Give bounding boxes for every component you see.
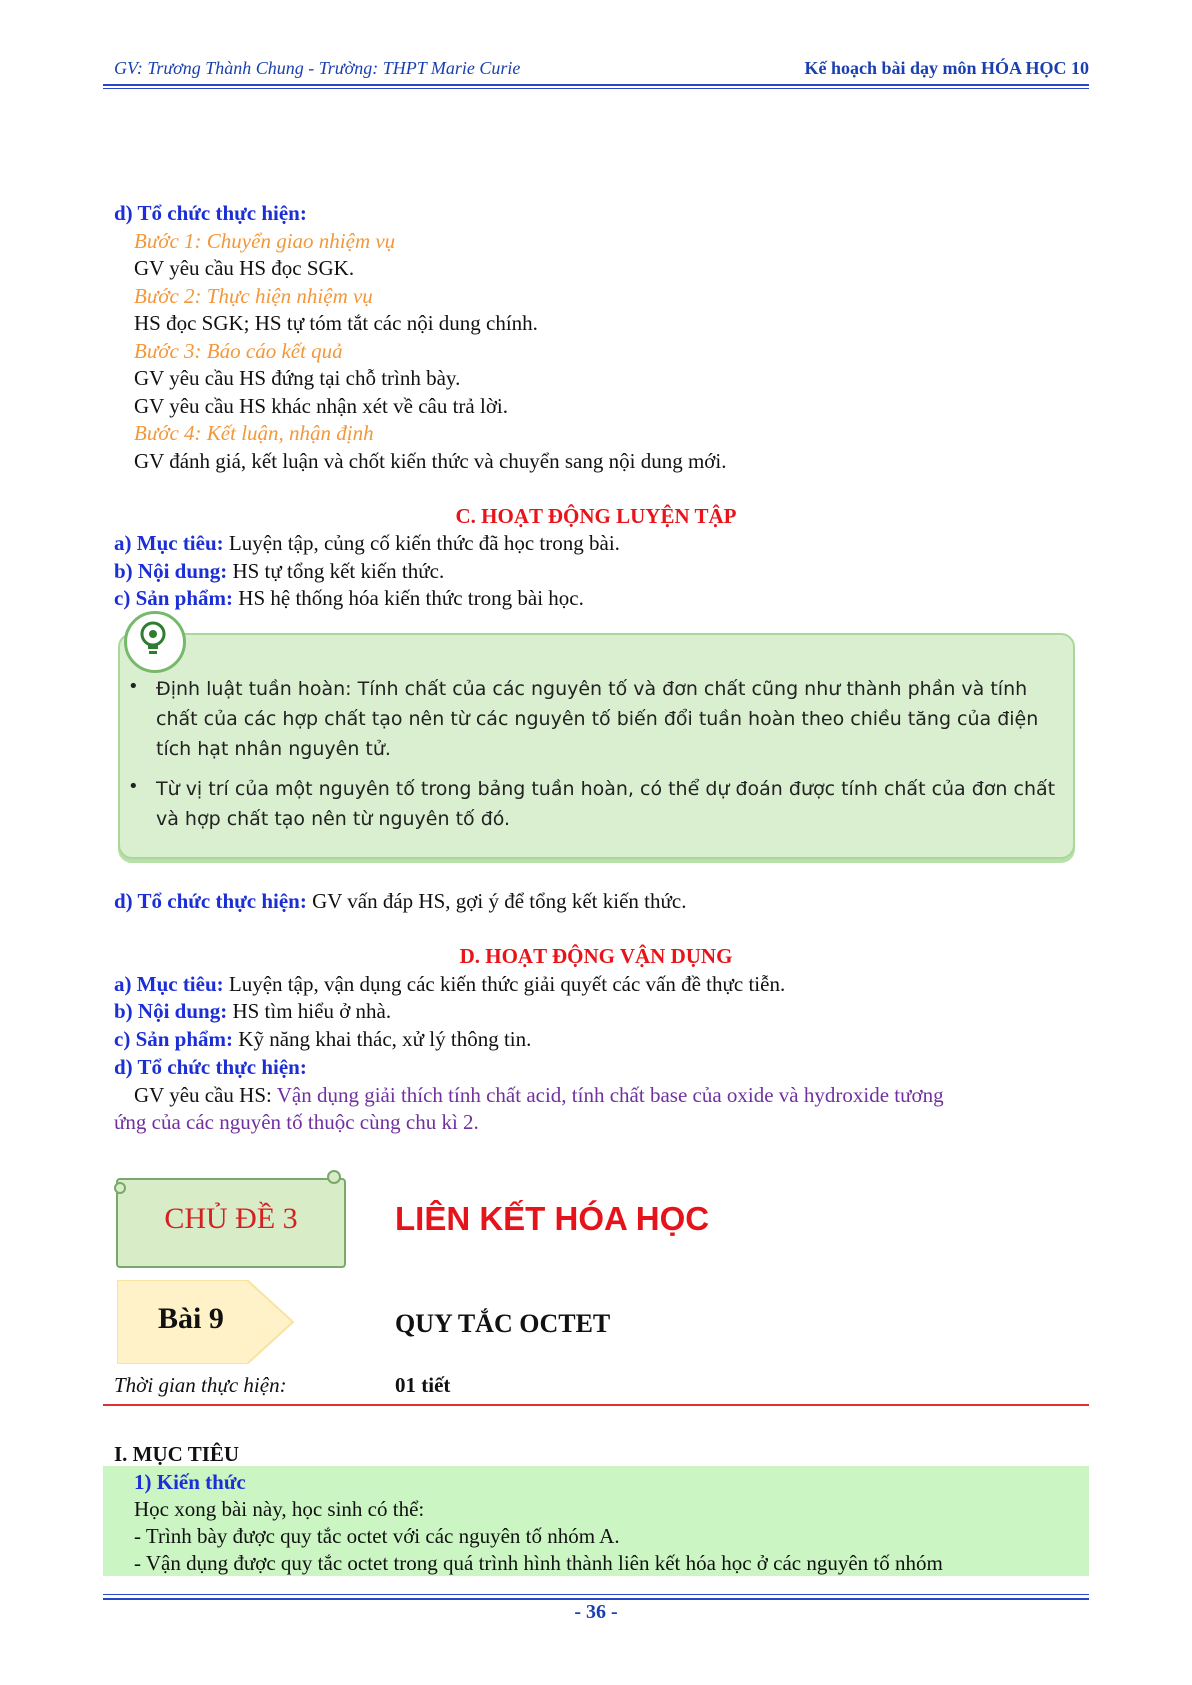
section-c-content [114, 557, 444, 585]
header-rule-thin [103, 88, 1089, 89]
bullet-icon: • [128, 676, 139, 697]
product-text: HS hệ thống hóa kiến thức trong bài học. [233, 586, 584, 610]
content-label: b) Nội dung: [114, 559, 228, 583]
time-value: 01 tiết [395, 1373, 451, 1397]
objective-line-3: - Vận dụng được quy tắc octet trong quá trình hình thành liên kết hóa học ở các nguyên tố nhóm [134, 1551, 943, 1575]
header-rule [103, 84, 1089, 86]
objective-line-2: - Trình bày được quy tắc octet với các nguyên tố nhóm A. [134, 1524, 620, 1548]
section-c-org [114, 887, 686, 915]
step-2-text: HS đọc SGK; HS tự tóm tắt các nội dung chính. [134, 311, 538, 335]
lightbulb-icon [124, 611, 186, 673]
lesson-label: Bài 9 [158, 1302, 224, 1335]
product-text: Kỹ năng khai thác, xử lý thông tin. [233, 1027, 532, 1051]
section-d-goal [114, 970, 785, 998]
footer-rule [103, 1598, 1089, 1600]
step-1-title: Bước 1: Chuyển giao nhiệm vụ [134, 229, 396, 253]
org-label: d) Tổ chức thực hiện: [114, 201, 307, 225]
section-d-task-line-2: ứng của các nguyên tố thuộc cùng chu kì 2. [114, 1110, 479, 1134]
section-c-title: C. HOẠT ĐỘNG LUYỆN TẬP [455, 504, 737, 528]
step-3-text-2: GV yêu cầu HS khác nhận xét về câu trả lời. [134, 394, 509, 418]
section-c-goal [114, 529, 620, 557]
content-label: b) Nội dung: [114, 999, 228, 1023]
step-4-title: Bước 4: Kết luận, nhận định [134, 421, 374, 445]
task-text: Vận dụng giải thích tính chất acid, tính chất base của oxide và hydroxide tương [276, 1083, 944, 1107]
step-2-title: Bước 2: Thực hiện nhiệm vụ [134, 284, 373, 308]
goal-label: a) Mục tiêu: [114, 531, 224, 555]
time-label: Thời gian thực hiện: [114, 1373, 287, 1397]
tip-item-1: Định luật tuần hoàn: Tính chất của các nguyên tố và đơn chất cũng như thành phần và tính chất của các hợp chất tạo nên từ các nguyên tố biến đổi tuần hoàn theo chiều tăng của điện tích hạt nhân nguyên tử. [156, 678, 1039, 760]
objectives-heading: I. MỤC TIÊU [114, 1442, 240, 1466]
header-author: GV: Trương Thành Chung - Trường: THPT Marie Curie [114, 58, 521, 78]
objective-line-1: Học xong bài này, học sinh có thể: [134, 1497, 425, 1521]
section-d-content [114, 997, 391, 1025]
product-label: c) Sản phẩm: [114, 1027, 234, 1051]
content-text: HS tự tổng kết kiến thức. [227, 559, 445, 583]
footer-rule-thin [103, 1594, 1089, 1595]
page-header [114, 56, 1089, 82]
knowledge-heading: 1) Kiến thức [134, 1470, 246, 1494]
scroll-curl-icon [112, 1168, 352, 1278]
product-label: c) Sản phẩm: [114, 586, 234, 610]
step-3-text-1: GV yêu cầu HS đứng tại chỗ trình bày. [134, 366, 461, 390]
step-4-text: GV đánh giá, kết luận và chốt kiến thức và chuyển sang nội dung mới. [134, 449, 727, 473]
section-d-title: D. HOẠT ĐỘNG VẬN DỤNG [459, 944, 733, 968]
content-text: HS tìm hiểu ở nhà. [227, 999, 392, 1023]
section-d-task-line-1 [134, 1081, 944, 1109]
divider [103, 1404, 1089, 1406]
section-c-product [114, 584, 584, 612]
step-3-title: Bước 3: Báo cáo kết quả [134, 339, 343, 363]
page-number: - 36 - [574, 1601, 618, 1623]
goal-label: a) Mục tiêu: [114, 972, 224, 996]
section-d-org-label: d) Tổ chức thực hiện: [114, 1055, 307, 1079]
goal-text: Luyện tập, củng cố kiến thức đã học trong bài. [223, 531, 620, 555]
section-d-product [114, 1025, 531, 1053]
bullet-icon: • [128, 776, 139, 797]
topic-title: LIÊN KẾT HÓA HỌC [395, 1200, 710, 1237]
step-1-text: GV yêu cầu HS đọc SGK. [134, 256, 355, 280]
tip-item-2: Từ vị trí của một nguyên tố trong bảng tuần hoàn, có thể dự đoán được tính chất của đơn chất và hợp chất tạo nên từ nguyên tố đó. [156, 778, 1056, 830]
task-prefix: GV yêu cầu HS: [134, 1083, 277, 1107]
goal-text: Luyện tập, vận dụng các kiến thức giải quyết các vấn đề thực tiễn. [223, 972, 786, 996]
topic-label: CHỦ ĐỀ 3 [164, 1202, 298, 1235]
header-subject: Kế hoạch bài dạy môn HÓA HỌC 10 [804, 58, 1089, 78]
org-text: GV vấn đáp HS, gợi ý để tổng kết kiến thức. [306, 889, 687, 913]
org-label: d) Tổ chức thực hiện: [114, 889, 307, 913]
lesson-name: QUY TẮC OCTET [395, 1309, 611, 1338]
